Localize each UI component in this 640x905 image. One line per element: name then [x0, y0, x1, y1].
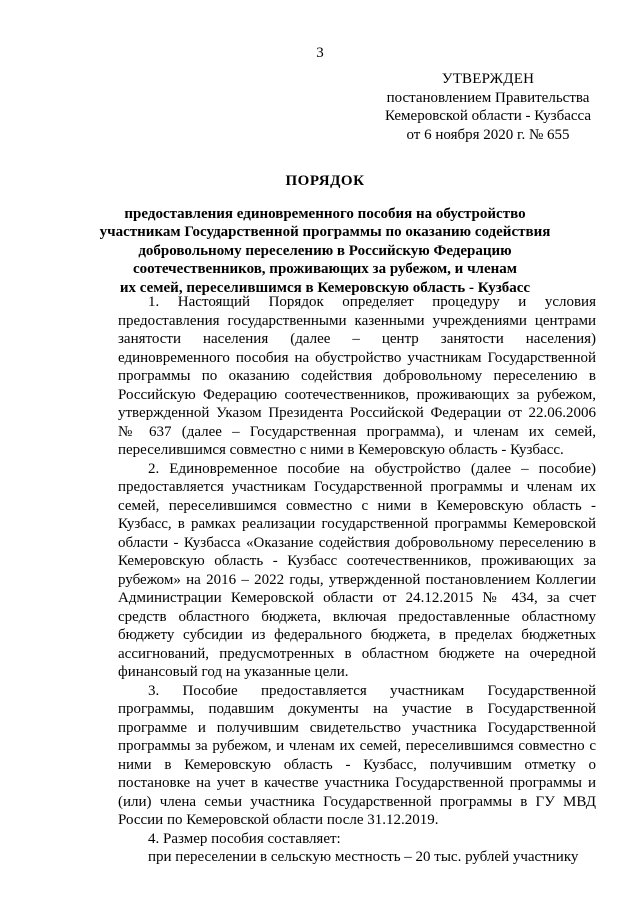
document-body	[118, 293, 596, 867]
page-number: 3	[316, 45, 324, 61]
approval-line-2: постановлением Правительства	[386, 89, 590, 106]
approval-line-1: УТВЕРЖДЕН	[441, 71, 535, 87]
paragraph-5: при переселении в сельскую местность – 20 тыс. рублей участнику	[148, 849, 579, 865]
document-subtitle-line-1: предоставления единовременного пособия на обустройство	[124, 205, 526, 222]
paragraph-4: 4. Размер пособия составляет:	[148, 830, 341, 847]
paragraph-3: 3. Пособие предоставляется участникам Государственной программы, подавшим документы на участие в Государственной программе и получившим свидетельство участника Государственной программы за рубежом, и членам их семей, переселившимся совместно с ними в Кемеровскую область - Кузбасс, получившим отметку о постановке на учет в качестве участника Государственной программы и (или) члена семьи участника Государственной программы в ГУ МВД России по Кемеровской области после 31.12.2019.	[118, 682, 596, 828]
paragraph-1: 1. Настоящий Порядок определяет процедуру и условия предоставления государственными казенными учреждениями центрами занятости населения (далее – центр занятости населения) единовременного пособия на обустройство участникам Государственной программы по оказанию содействия добровольному переселению в Российскую Федерацию соотечественников, проживающих за рубежом, утвержденной Указом Президента Российской Федерации от 22.06.2006 № 637 (далее – Государственная программа), и членам их семей, переселившимся совместно с ними в Кемеровскую область - Кузбасс.	[118, 294, 596, 458]
document-heading	[90, 172, 560, 297]
approval-stamp	[368, 70, 608, 144]
approval-line-4: от 6 ноября 2020 г. № 655	[406, 126, 570, 143]
approval-line-3: Кемеровской области - Кузбасса	[384, 108, 592, 124]
document-title: ПОРЯДОК	[285, 173, 365, 189]
document-subtitle-line-4: соотечественников, проживающих за рубежом, и членам	[133, 261, 517, 277]
document-subtitle-line-5: их семей, переселившимся в Кемеровскую область - Кузбасс	[119, 279, 531, 296]
paragraph-2: 2. Единовременное пособие на обустройство (далее – пособие) предоставляется участникам Государственной программы и членам их семей, переселившимся совместно с ними в Кемеровскую область - Кузбасс, в рамках реализации государственной программы Кемеровской области - Кузбасса «Оказание содействия добровольному переселению в Кемеровскую область - Кузбасс соотечественников, проживающих за рубежом» на 2016 – 2022 годы, утвержденной постановлением Коллегии Администрации Кемеровской области от 24.12.2015 № 434, за счет средств областного бюджета, включая предоставленные областному бюджету субсидии из федерального бюджета, в пределах бюджетных ассигнований, предусмотренных в областном бюджете на очередной финансовый год на указанные цели.	[118, 460, 596, 680]
document-subtitle-line-2: участникам Государственной программы по оказанию содействия	[99, 224, 551, 240]
document-subtitle-line-3: добровольному переселению в Российскую Федерацию	[138, 242, 512, 259]
